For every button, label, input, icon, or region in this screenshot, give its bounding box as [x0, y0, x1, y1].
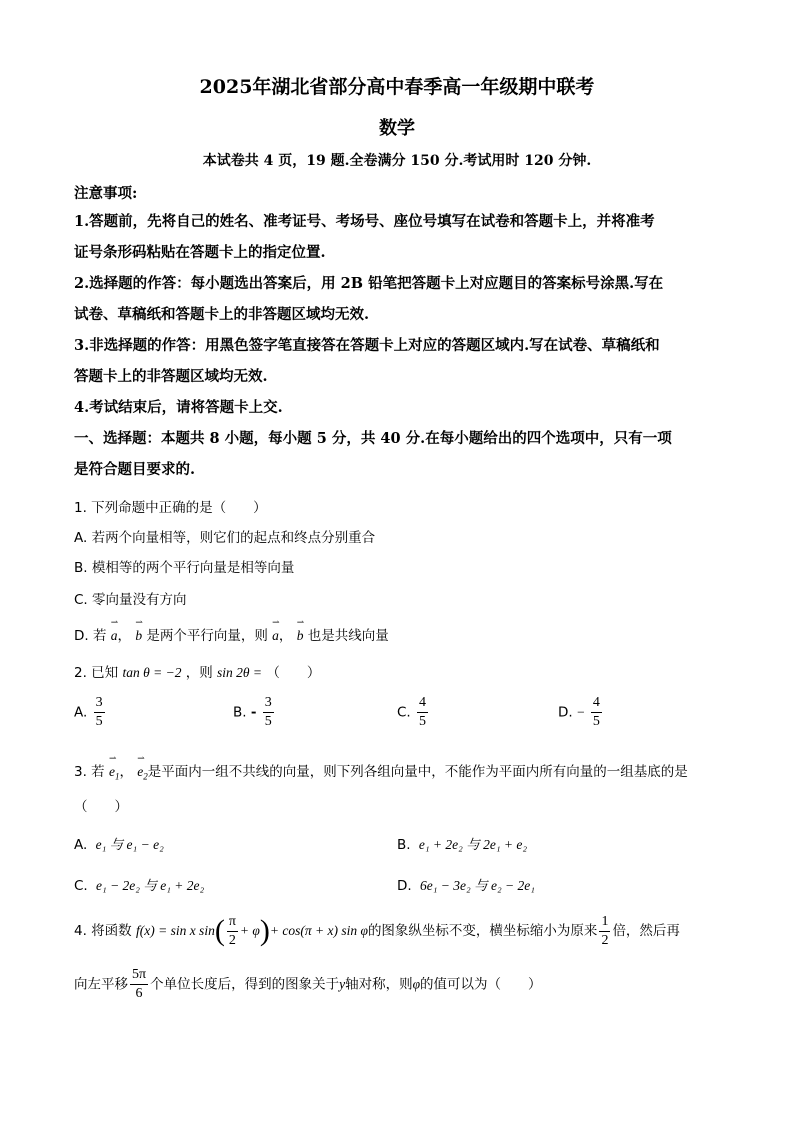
q3-sep: ，: [119, 764, 133, 780]
q3-prefix: 3. 若: [74, 764, 105, 780]
q2-mid: ，则: [185, 665, 213, 681]
vector-a: ⇀ a: [272, 628, 279, 644]
q4-line2-tail: 的值可以为（ ）: [420, 976, 542, 993]
subject-title: 数学: [379, 118, 415, 139]
option-label: B.: [397, 837, 411, 853]
minus-sign: −: [576, 704, 585, 720]
q3-d-expr: 6e₁ − 3e₂ 与 e₂ − 2e₁: [419, 878, 535, 893]
q1-d-mid: 是两个平行向量，则: [146, 628, 268, 644]
q4-phi: φ: [412, 976, 421, 992]
subscript: 2: [143, 771, 148, 782]
notice-line: 答题卡上的非答题区域均无效.: [74, 368, 268, 385]
vector-b: ⇀ b: [297, 628, 304, 644]
question-2-stem: [74, 661, 320, 681]
q2-option-a: [74, 696, 107, 729]
notice-line: 试卷、草稿纸和答题卡上的非答题区域均无效.: [74, 306, 370, 323]
question-1-stem: 1. 下列命题中正确的是（ ）: [74, 500, 267, 516]
numerator: π: [227, 915, 238, 932]
numerator: 1: [599, 915, 610, 932]
q3-option-d: [397, 874, 535, 894]
vector-e1: [109, 764, 120, 782]
denominator: 2: [601, 932, 609, 948]
option-label: A.: [74, 704, 88, 721]
q1-option-c: C. 零向量没有方向: [74, 592, 187, 608]
fraction: [591, 696, 602, 729]
q4-plus-phi: + φ: [239, 923, 260, 938]
vector-symbol: e: [108, 764, 115, 779]
exam-info: 本试卷共 4 页，19 题.全卷满分 150 分.考试用时 120 分钟.: [202, 153, 592, 169]
q2-target: sin 2θ =: [217, 665, 263, 680]
denominator: 5: [419, 714, 427, 729]
left-paren: (: [214, 914, 225, 947]
question-4-stem: [74, 914, 680, 948]
q3-stem-rest: 是平面内一组不共线的向量，则下列各组向量中，不能作为平面内所有向量的一组基底的是: [147, 764, 688, 780]
vector-symbol: e: [137, 764, 144, 779]
vector-a: ⇀ a: [111, 628, 118, 644]
q3-a-expr: e₁ 与 e₁ − e₂: [95, 837, 164, 852]
q4-line2-end: 轴对称，则: [345, 976, 413, 993]
q1-option-d: [74, 624, 389, 644]
denominator: 2: [228, 932, 236, 948]
q3-c-expr: e₁ − 2e₂ 与 e₁ + 2e₂: [96, 878, 205, 893]
q2-option-b: [233, 696, 276, 729]
q2-prefix: 2. 已知: [74, 665, 119, 681]
q4-function: f(x) = sin x sin: [135, 923, 215, 938]
question-3-stem-cont: （ ）: [74, 799, 128, 815]
q2-option-c: [397, 696, 430, 729]
q1-d-sep: ，: [278, 628, 293, 644]
numerator: 3: [94, 696, 105, 713]
option-label: D.: [397, 878, 412, 894]
numerator: 5π: [130, 968, 148, 985]
denominator: 5: [264, 714, 272, 729]
notice-heading: 注意事项:: [74, 185, 138, 202]
notice-line: 4.考试结束后，请将答题卡上交.: [74, 399, 283, 416]
numerator: 4: [417, 696, 428, 713]
denominator: 5: [592, 714, 600, 729]
vector-e2: [137, 764, 148, 782]
option-label: A.: [74, 837, 88, 853]
q1-d-sep: ，: [117, 628, 132, 644]
q4-cos-part: + cos(π + x) sin φ: [269, 923, 368, 938]
q4-line2-rest: 个单位长度后，得到的图象关于: [150, 976, 340, 993]
notice-line: 证号条形码粘贴在答题卡上的指定位置.: [74, 244, 326, 261]
q1-d-prefix: D. 若: [74, 628, 107, 644]
option-label: D.: [558, 704, 573, 721]
q4-mid: 的图象纵坐标不变，横坐标缩小为原来: [367, 923, 598, 939]
notice-line: 2.选择题的作答：每小题选出答案后，用 2B 铅笔把答题卡上对应题目的答案标号涂黑.写在: [74, 275, 664, 292]
q3-option-a: [74, 833, 164, 853]
numerator: 4: [591, 696, 602, 713]
q2-condition: tan θ = −2: [122, 665, 182, 680]
q2-option-d: [558, 696, 604, 729]
q4-end1: 倍，然后再: [612, 923, 680, 939]
question-4-stem-cont: [74, 968, 542, 1001]
right-paren: ): [259, 914, 270, 947]
denominator: 5: [95, 714, 103, 729]
fraction: [263, 696, 274, 729]
q3-b-expr: e₁ + 2e₂ 与 2e₁ + e₂: [418, 837, 528, 852]
fraction: [417, 696, 428, 729]
section-heading: 一、选择题：本题共 8 小题，每小题 5 分，共 40 分.在每小题给出的四个选项中，只有一项: [74, 430, 672, 447]
fraction: [599, 915, 610, 948]
notice-line: 3.非选择题的作答：用黑色签字笔直接答在答题卡上对应的答题区域内.写在试卷、草稿纸和: [74, 337, 660, 354]
q4-prefix: 4. 将函数: [74, 923, 132, 939]
notice-line: 1.答题前，先将自己的姓名、准考证号、考场号、座位号填写在试卷和答题卡上，并将准考: [74, 213, 655, 230]
numerator: 3: [263, 696, 274, 713]
option-label: C.: [397, 704, 411, 721]
vector-b: ⇀ b: [135, 628, 142, 644]
q4-line2-prefix: 向左平移: [74, 976, 128, 993]
q1-option-b: B. 模相等的两个平行向量是相等向量: [74, 560, 295, 576]
q1-option-a: A. 若两个向量相等，则它们的起点和终点分别重合: [74, 530, 376, 546]
fraction: [130, 968, 148, 1001]
q1-d-end: 也是共线向量: [307, 628, 389, 644]
section-heading-cont: 是符合题目要求的.: [74, 461, 196, 478]
option-label: B.: [233, 704, 247, 721]
option-label: C.: [74, 878, 88, 894]
exam-title: 2025年湖北省部分高中春季高一年级期中联考: [199, 76, 595, 98]
fraction: [227, 915, 238, 948]
question-3-stem: [74, 760, 688, 782]
fraction: [94, 696, 105, 729]
minus-sign: -: [250, 704, 257, 721]
q2-end: （ ）: [266, 665, 321, 681]
denominator: 6: [135, 986, 143, 1001]
q3-option-b: [397, 833, 527, 853]
q3-option-c: [74, 874, 204, 894]
q4-y-axis: y: [339, 976, 346, 992]
subscript: 1: [114, 771, 120, 782]
